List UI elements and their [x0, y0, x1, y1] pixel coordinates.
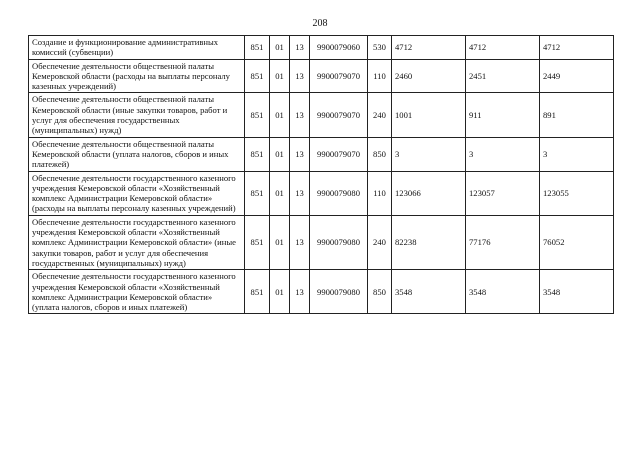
amount-year-3: 2449: [540, 59, 614, 93]
section-code: 01: [270, 137, 290, 171]
subsection-code: 13: [290, 171, 310, 215]
amount-year-1: 82238: [392, 215, 466, 269]
ministry-code: 851: [245, 36, 270, 60]
subsection-code: 13: [290, 59, 310, 93]
ministry-code: 851: [245, 59, 270, 93]
subsection-code: 13: [290, 270, 310, 314]
target-article: 9900079070: [310, 137, 368, 171]
ministry-code: 851: [245, 93, 270, 137]
target-article: 9900079060: [310, 36, 368, 60]
amount-year-3: 4712: [540, 36, 614, 60]
ministry-code: 851: [245, 215, 270, 269]
expense-type: 110: [368, 171, 392, 215]
table-row: [29, 137, 614, 171]
row-name: Создание и функционирование административных комиссий (субвенции): [29, 36, 245, 60]
row-name: Обеспечение деятельности общественной палаты Кемеровской области (иные закупки товаров, работ и услуг для обеспечения государственных (муниципальных) нужд): [29, 93, 245, 137]
amount-year-1: 4712: [392, 36, 466, 60]
section-code: 01: [270, 215, 290, 269]
subsection-code: 13: [290, 36, 310, 60]
table-body: [29, 36, 614, 314]
section-code: 01: [270, 270, 290, 314]
target-article: 9900079080: [310, 215, 368, 269]
section-code: 01: [270, 59, 290, 93]
target-article: 9900079070: [310, 93, 368, 137]
expense-type: 110: [368, 59, 392, 93]
target-article: 9900079070: [310, 59, 368, 93]
target-article: 9900079080: [310, 270, 368, 314]
amount-year-1: 123066: [392, 171, 466, 215]
row-name: Обеспечение деятельности государственного казенного учреждения Кемеровской области «Хозяйственный комплекс Администрации Кемеровской области» (расходы на выплаты персоналу казенных учреждений): [29, 171, 245, 215]
budget-table: [28, 35, 614, 314]
ministry-code: 851: [245, 171, 270, 215]
table-row: [29, 36, 614, 60]
ministry-code: 851: [245, 270, 270, 314]
expense-type: 240: [368, 215, 392, 269]
section-code: 01: [270, 171, 290, 215]
table-row: [29, 93, 614, 137]
amount-year-3: 891: [540, 93, 614, 137]
amount-year-2: 3: [466, 137, 540, 171]
table-row: [29, 215, 614, 269]
subsection-code: 13: [290, 137, 310, 171]
amount-year-2: 77176: [466, 215, 540, 269]
target-article: 9900079080: [310, 171, 368, 215]
expense-type: 850: [368, 137, 392, 171]
amount-year-1: 2460: [392, 59, 466, 93]
ministry-code: 851: [245, 137, 270, 171]
expense-type: 850: [368, 270, 392, 314]
section-code: 01: [270, 36, 290, 60]
row-name: Обеспечение деятельности государственного казенного учреждения Кемеровской области «Хозяйственный комплекс Администрации Кемеровской области» (иные закупки товаров, работ и услуг для обеспечения государственных (муниципальных) нужд): [29, 215, 245, 269]
amount-year-3: 76052: [540, 215, 614, 269]
section-code: 01: [270, 93, 290, 137]
row-name: Обеспечение деятельности общественной палаты Кемеровской области (уплата налогов, сборов и иных платежей): [29, 137, 245, 171]
amount-year-2: 911: [466, 93, 540, 137]
amount-year-1: 3: [392, 137, 466, 171]
row-name: Обеспечение деятельности государственного казенного учреждения Кемеровской области «Хозяйственный комплекс Администрации Кемеровской области» (уплата налогов, сборов и иных платежей): [29, 270, 245, 314]
table-row: [29, 171, 614, 215]
amount-year-3: 3548: [540, 270, 614, 314]
expense-type: 530: [368, 36, 392, 60]
amount-year-2: 3548: [466, 270, 540, 314]
amount-year-2: 4712: [466, 36, 540, 60]
page-number: 208: [312, 18, 328, 29]
subsection-code: 13: [290, 215, 310, 269]
amount-year-1: 1001: [392, 93, 466, 137]
table-row: [29, 270, 614, 314]
subsection-code: 13: [290, 93, 310, 137]
amount-year-2: 123057: [466, 171, 540, 215]
amount-year-3: 3: [540, 137, 614, 171]
amount-year-3: 123055: [540, 171, 614, 215]
row-name: Обеспечение деятельности общественной палаты Кемеровской области (расходы на выплаты персоналу казенных учреждений): [29, 59, 245, 93]
table-row: [29, 59, 614, 93]
amount-year-1: 3548: [392, 270, 466, 314]
expense-type: 240: [368, 93, 392, 137]
amount-year-2: 2451: [466, 59, 540, 93]
